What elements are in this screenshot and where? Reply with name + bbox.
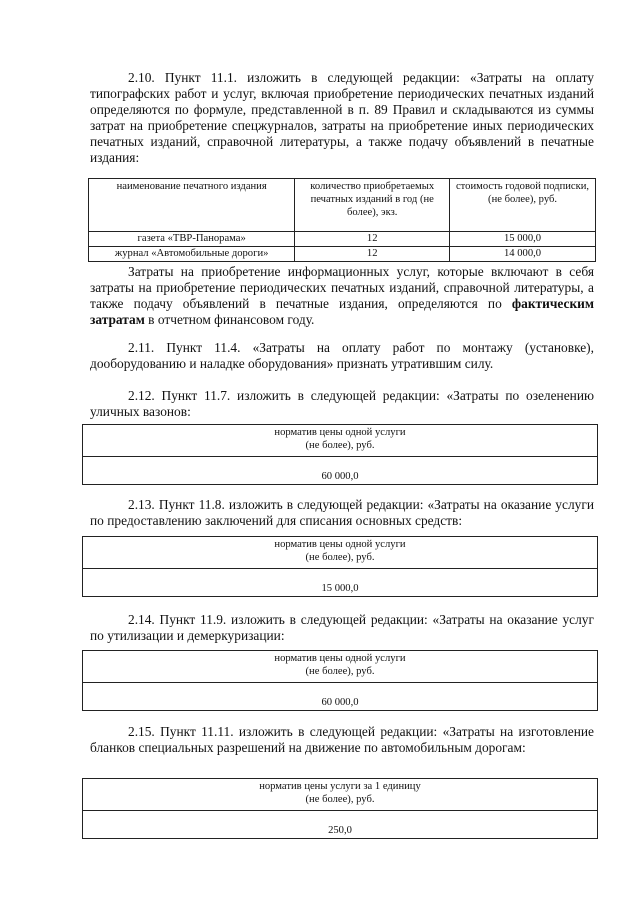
price-header (83, 779, 598, 811)
service-price-table-2-14 (82, 650, 598, 711)
table-row (89, 232, 596, 247)
price-value: 250,0 (83, 811, 598, 839)
price-value: 15 000,0 (83, 569, 598, 597)
paragraph-text: в отчетном финансовом году. (144, 312, 315, 327)
paragraph-2-11: 2.11. Пункт 11.4. «Затраты на оплату работ по монтажу (установке), дооборудованию и наладке оборудования» признать утратившим силу. (90, 340, 594, 371)
header-subscription-cost: стоимость годовой подписки, (не более), руб. (450, 179, 596, 232)
header-unit: (не более), руб. (305, 552, 375, 563)
service-price-table-2-12 (82, 424, 598, 485)
cell-publication: газета «ТВР-Панорама» (89, 232, 295, 247)
header-quantity: количество приобретаемых печатных изданий в год (не более), экз. (295, 179, 450, 232)
cell-publication: журнал «Автомобильные дороги» (89, 247, 295, 262)
cell-quantity: 12 (295, 232, 450, 247)
header-publication-name: наименование печатного издания (89, 179, 295, 232)
paragraph-2-13: 2.13. Пункт 11.8. изложить в следующей редакции: «Затраты на оказание услуги по предоставлению заключений для списания основных средств: (90, 497, 594, 528)
header-unit: (не более), руб. (305, 666, 375, 677)
header-unit: (не более), руб. (305, 794, 375, 805)
paragraph-2-12: 2.12. Пункт 11.7. изложить в следующей редакции: «Затраты по озеленению уличных вазонов: (90, 388, 594, 419)
service-price-table-2-15 (82, 778, 598, 839)
table-header-row (89, 179, 596, 232)
price-header (83, 425, 598, 457)
cell-quantity: 12 (295, 247, 450, 262)
header-line: норматив цены одной услуги (274, 653, 406, 664)
cell-cost: 15 000,0 (450, 232, 596, 247)
cell-cost: 14 000,0 (450, 247, 596, 262)
service-price-table-2-13 (82, 536, 598, 597)
price-header (83, 537, 598, 569)
price-value: 60 000,0 (83, 683, 598, 711)
header-unit: (не более), руб. (305, 440, 375, 451)
paragraph-2-15: 2.15. Пункт 11.11. изложить в следующей редакции: «Затраты на изготовление бланков специальных разрешений на движение по автомобильным дорогам: (90, 724, 594, 755)
paragraph-2-10: 2.10. Пункт 11.1. изложить в следующей редакции: «Затраты на оплату типографских работ и услуг, включая приобретение периодических печатных изданий определяются по формуле, представленной в п. 89 Правил и складываются из суммы затрат на приобретение спецжурналов, затраты на приобретение иных периодических печатных изданий, справочной литературы, а также подачу объявлений в печатные издания: (90, 70, 594, 165)
header-line: норматив цены одной услуги (274, 539, 406, 550)
price-header (83, 651, 598, 683)
header-line: норматив цены одной услуги (274, 427, 406, 438)
bold-phrase: фактическим затратам (90, 296, 594, 327)
periodicals-table (88, 178, 596, 262)
header-line: норматив цены услуги за 1 единицу (259, 781, 421, 792)
paragraph-text: Затраты на приобретение информационных услуг, которые включают в себя затраты на приобретение периодических печатных изданий, справочной литературы, а также подачу объявлений в печатные издания, определяются по (90, 264, 594, 311)
paragraph-2-10-continued (90, 264, 594, 328)
table-row (89, 247, 596, 262)
price-value: 60 000,0 (83, 457, 598, 485)
paragraph-2-14: 2.14. Пункт 11.9. изложить в следующей редакции: «Затраты на оказание услуг по утилизации и демеркуризации: (90, 612, 594, 643)
